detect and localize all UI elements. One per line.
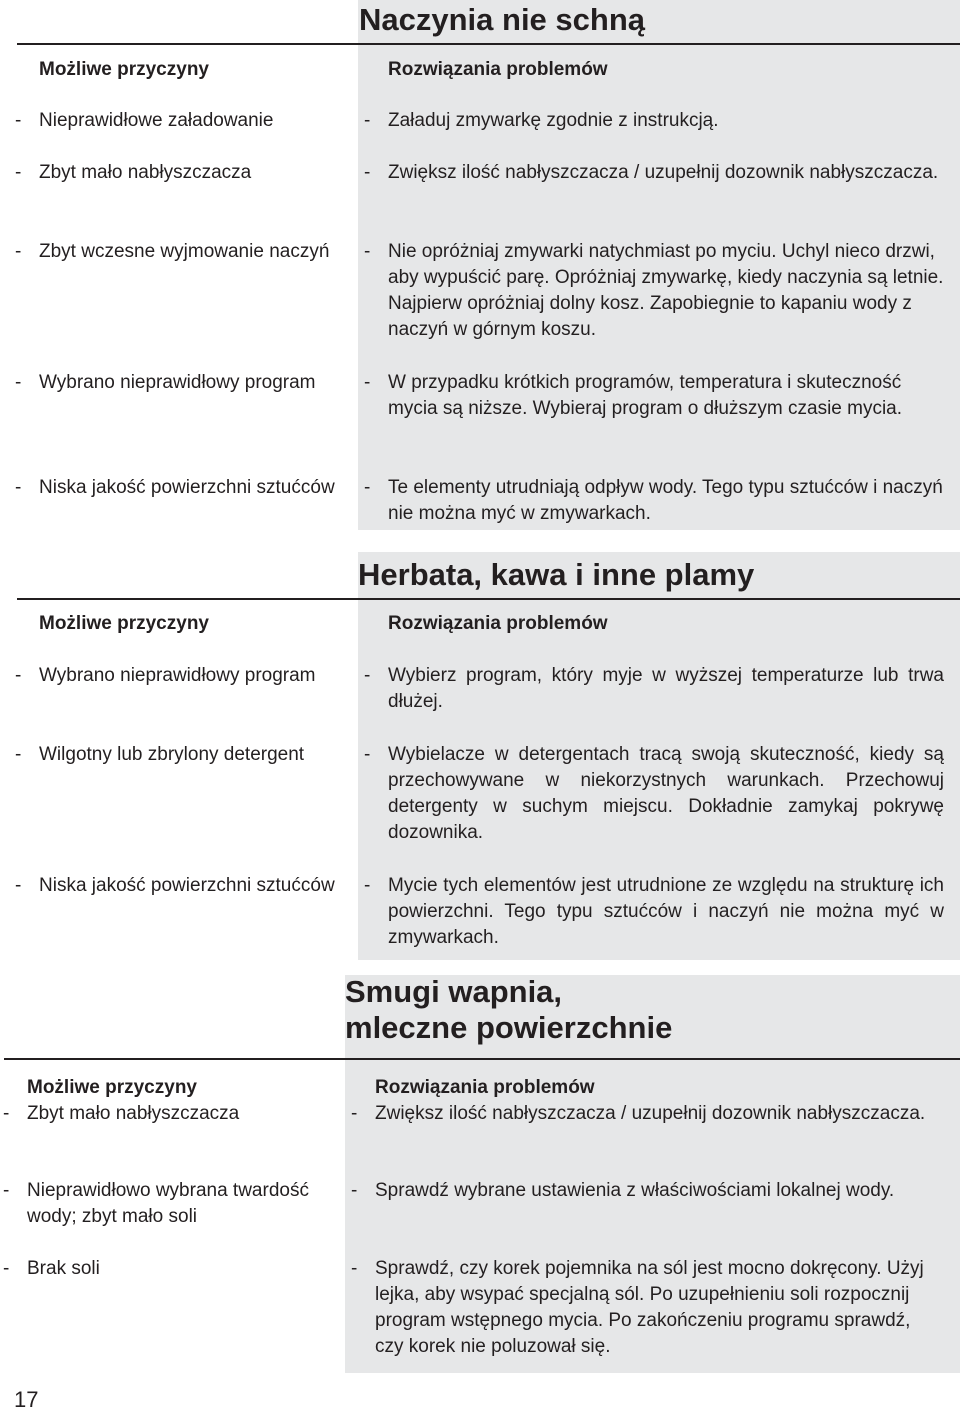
section-2-causes-header: Możliwe przyczyny — [39, 613, 209, 634]
page-number: 17 — [14, 1387, 39, 1412]
section-2-solutions-header: Rozwiązania problemów — [388, 613, 608, 634]
cause-text: Nieprawidłowe załadowanie — [39, 110, 274, 131]
section-3-solutions-header: Rozwiązania problemów — [375, 1077, 595, 1098]
section-3-header-rule — [4, 1058, 960, 1060]
section-1-causes-header: Możliwe przyczyny — [39, 59, 209, 80]
section-3-causes-header: Możliwe przyczyny — [27, 1077, 197, 1098]
section-3-title — [345, 974, 672, 1046]
cause-text: Zbyt mało nabłyszczacza — [27, 1103, 240, 1124]
section-1-header-rule — [17, 43, 960, 45]
cause-text: Niska jakość powierzchni sztućców — [39, 477, 335, 498]
solution-text: Zwiększ ilość nabłyszczacza / uzupełnij dozownik nabłyszczacza. — [375, 1103, 926, 1124]
cause-text: Zbyt mało nabłyszczacza — [39, 162, 252, 183]
solution-text: Wybielacze w detergentach tracą swoją skuteczność, kiedy są przechowywane w niekorzystnych warunkach. Przechowuj detergenty w suchym miejscu. Dokładnie zamykaj pokrywę dozownika. — [388, 744, 944, 843]
cause-text: Niska jakość powierzchni sztućców — [39, 875, 335, 896]
solution-text: W przypadku krótkich programów, temperatura i skuteczność mycia są niższe. Wybieraj program o dłuższym czasie mycia. — [388, 372, 903, 419]
solution-text: Sprawdź wybrane ustawienia z właściwościami lokalnej wody. — [375, 1180, 895, 1201]
cause-text: Zbyt wczesne wyjmowanie naczyń — [39, 241, 330, 262]
solution-text: Zwiększ ilość nabłyszczacza / uzupełnij dozownik nabłyszczacza. — [388, 162, 939, 183]
solution-text: Sprawdź, czy korek pojemnika na sól jest mocno dokręcony. Użyj lejka, aby wsypać specjalną sól. Po uzupełnieniu soli rozpocznij program wstępnego mycia. Po zakończeniu programu sprawdź, czy korek nie poluzował się. — [375, 1258, 924, 1357]
cause-text: Brak soli — [27, 1258, 100, 1279]
solution-text: Mycie tych elementów jest utrudnione ze względu na strukturę ich powierzchni. Tego typu sztućców i naczyń nie można myć w zmywarkach. — [388, 875, 944, 948]
solution-text: Te elementy utrudniają odpływ wody. Tego typu sztućców i naczyń nie można myć w zmywarkach. — [388, 477, 943, 524]
section-1-solutions-header: Rozwiązania problemów — [388, 59, 608, 80]
solution-text: Nie opróżniaj zmywarki natychmiast po myciu. Uchyl nieco drzwi, aby wypuścić parę. Opróżniaj zmywarkę, kiedy naczynia są letnie. Najpierw opróżniaj dolny kosz. Zapobiegnie to kapaniu wody z naczyń w górnym koszu. — [388, 241, 944, 340]
solution-text: Wybierz program, który myje w wyższej temperaturze lub trwa dłużej. — [388, 665, 944, 712]
cause-text: Nieprawidłowo wybrana twardość wody; zbyt mało soli — [27, 1180, 309, 1227]
section-2-title: Herbata, kawa i inne plamy — [358, 557, 755, 592]
cause-text: Wybrano nieprawidłowy program — [39, 665, 316, 686]
section-2-header-rule — [17, 598, 960, 600]
solution-text: Załaduj zmywarkę zgodnie z instrukcją. — [388, 110, 719, 131]
cause-text: Wilgotny lub zbrylony detergent — [39, 744, 305, 765]
section-1-title: Naczynia nie schną — [359, 2, 646, 37]
cause-text: Wybrano nieprawidłowy program — [39, 372, 316, 393]
section-3-title-text: Smugi wapnia, mleczne powierzchnie — [345, 974, 673, 1045]
